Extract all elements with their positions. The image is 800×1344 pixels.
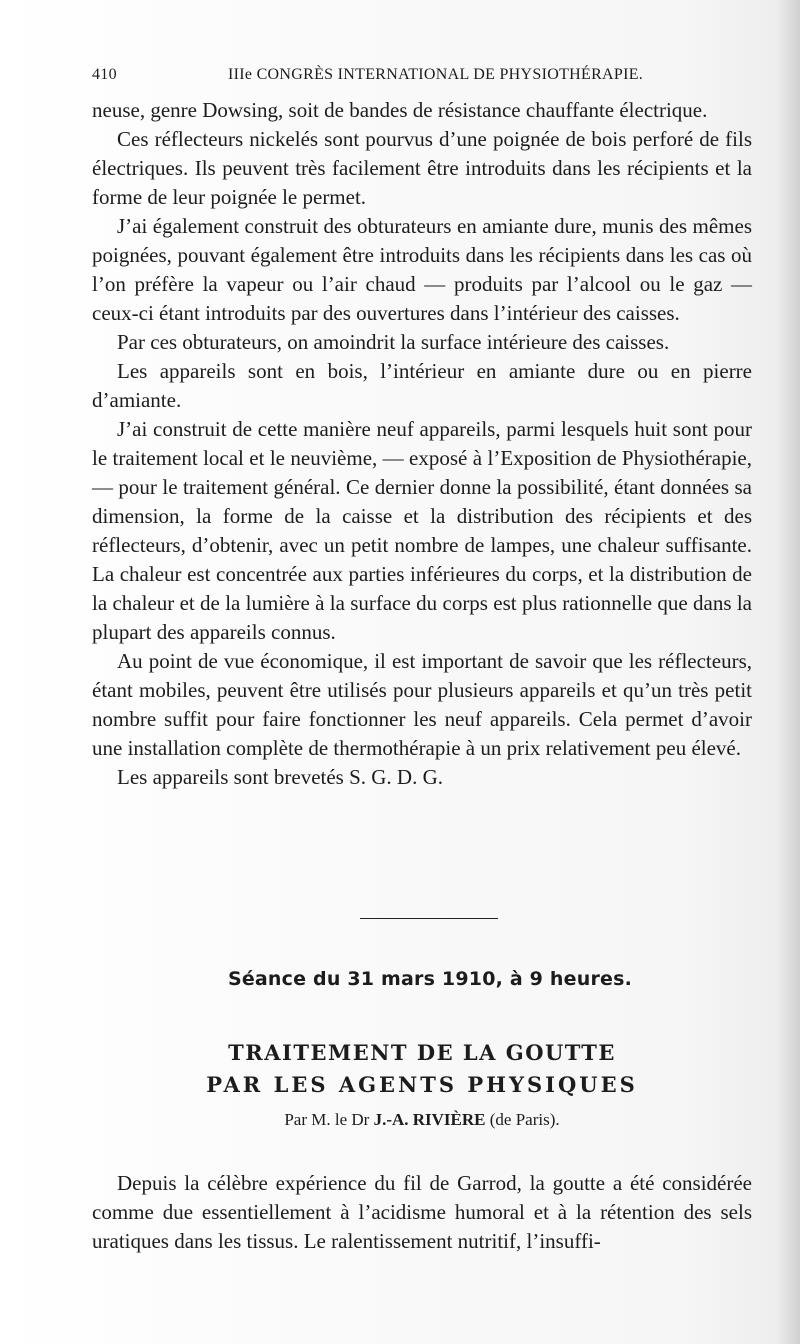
author-name: J.-A. RIVIÈRE — [373, 1110, 486, 1129]
byline-prefix: Par M. le Dr — [284, 1110, 370, 1129]
paragraph: Les appareils sont en bois, l’intérieur en amiante dure ou en pierre d’amiante. — [92, 359, 752, 412]
author-byline — [92, 1110, 752, 1130]
page-number: 410 — [92, 66, 117, 83]
byline-suffix: (de Paris). — [489, 1110, 560, 1129]
paragraph: neuse, genre Dowsing, soit de bandes de résistance chauffante électrique. — [92, 98, 708, 122]
article-intro — [92, 1169, 752, 1256]
paragraph: J’ai construit de cette manière neuf appareils, parmi lesquels huit sont pour le traitement local et le neuvième, — exposé à l’Exposition de Physiothérapie, — pour le traitement général. Ce dernier donne la possibilité, étant données sa dimension, la forme de la caisse et la distribution des récipients et des réflecteurs, d’obtenir, avec un petit nombre de lampes, une chaleur suffisante. La chaleur est concentrée aux parties inférieures du corps, et la distribution de la chaleur et de la lumière à la surface du corps est plus rationnelle que dans la plupart des appareils connus. — [92, 417, 752, 644]
paragraph: Par ces obturateurs, on amoindrit la surface intérieure des caisses. — [117, 330, 670, 354]
running-title: IIIe CONGRÈS INTERNATIONAL DE PHYSIOTHÉRAPIE. — [228, 66, 644, 83]
article-title-line-1: TRAITEMENT DE LA GOUTTE — [228, 1040, 616, 1065]
section-divider — [360, 918, 498, 919]
session-heading: Séance du 31 mars 1910, à 9 heures. — [227, 968, 633, 990]
paragraph: Au point de vue économique, il est important de savoir que les réflecteurs, étant mobiles, peuvent être utilisés pour plusieurs appareils et qu’un très petit nombre suffit pour faire fonctionner les neuf appareils. Cela permet d’avoir une installation complète de thermothérapie à un prix relativement peu élevé. — [92, 649, 752, 760]
paragraph: Les appareils sont brevetés S. G. D. G. — [117, 765, 444, 789]
paragraph: J’ai également construit des obturateurs en amiante dure, munis des mêmes poignées, pouvant également être introduits dans les récipients dans les cas où l’on préfère la vapeur ou l’air chaud — produits par l’alcool ou le gaz — ceux-ci étant introduits par des ouvertures dans l’intérieur des caisses. — [92, 214, 752, 325]
paragraph: Ces réflecteurs nickelés sont pourvus d’une poignée de bois perforé de fils électriques. Ils peuvent très facilement être introduits dans les récipients et la forme de leur poignée le permet. — [92, 127, 752, 209]
body-text — [92, 96, 752, 792]
page-header — [92, 66, 752, 90]
paragraph: Depuis la célèbre expérience du fil de Garrod, la goutte a été considérée comme due essentiellement à l’acidisme humoral et à la rétention des sels uratiques dans les tissus. Le ralentissement nutritif, l’insuffi- — [92, 1171, 752, 1253]
article-title-line-2: PAR LES AGENTS PHYSIQUES — [206, 1072, 638, 1097]
